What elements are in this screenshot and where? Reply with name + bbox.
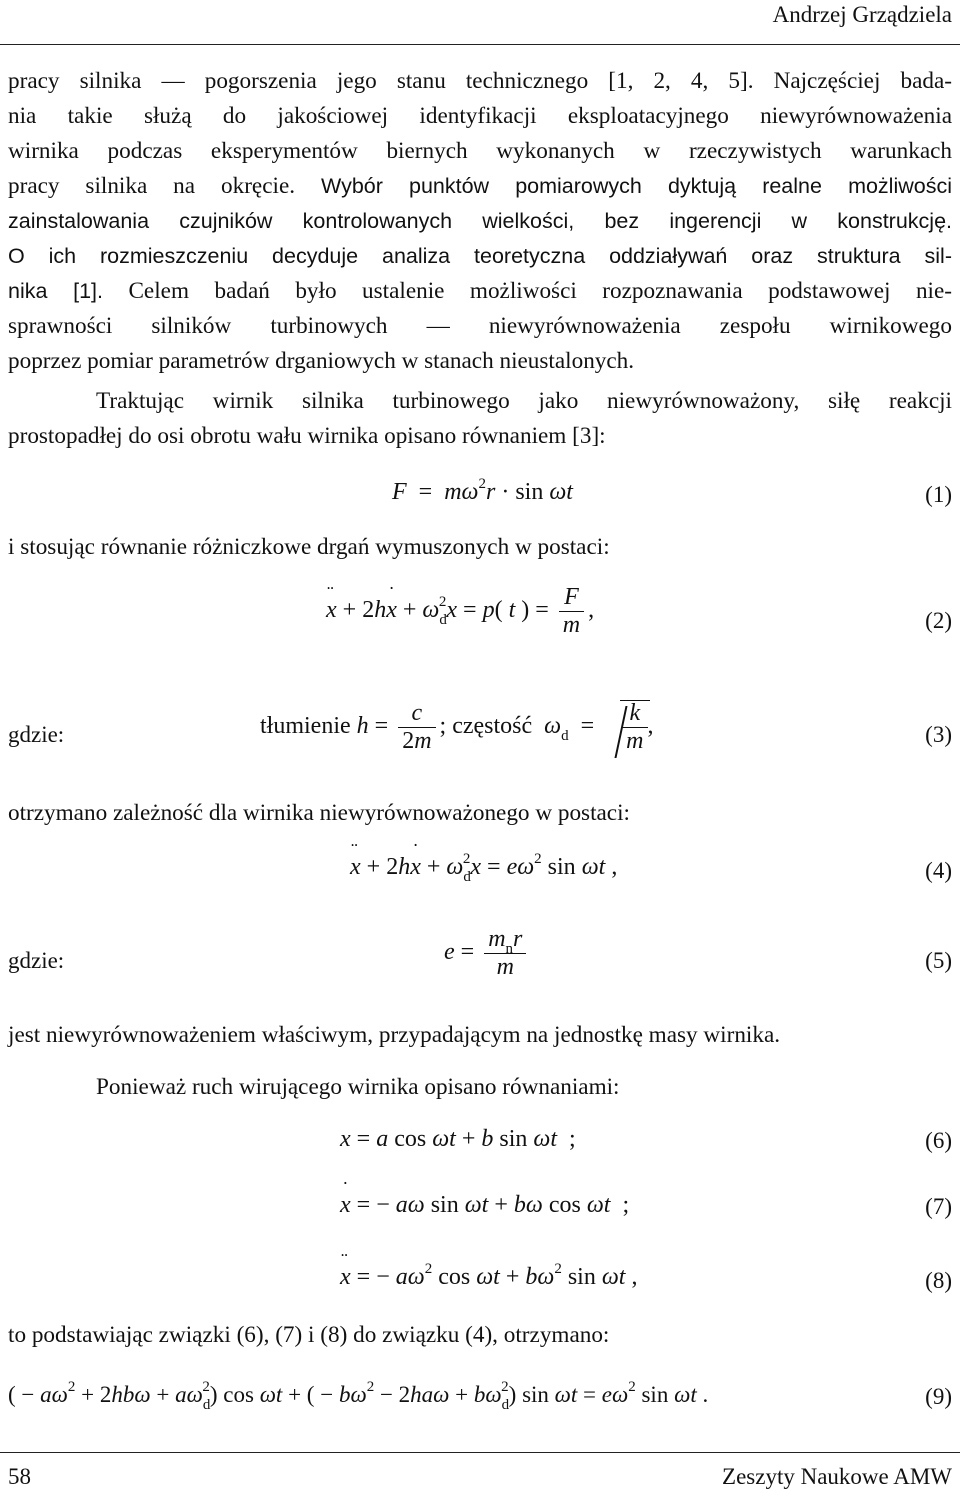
equation-number: (4) <box>925 858 952 883</box>
fraction: $\frac{m_nr}{m}$ <box>484 926 526 981</box>
header-rule <box>0 44 960 45</box>
paragraph-rotor-motion <box>8 1070 952 1105</box>
text-line <box>8 169 952 204</box>
text-line: pracy silnika — pogorszenia jego stanu technicznego [1, 2, 4, 5]. Najczęściej bada- <box>8 68 952 94</box>
text-line: Ponieważ ruch wirującego wirnika opisano równaniami: <box>96 1074 620 1100</box>
text-fragment-sans: Wybór punktów pomiarowych dyktują realne możliwości <box>320 174 952 198</box>
square-root: $\frac{k}{m}$ <box>600 700 647 755</box>
journal-name: Zeszyty Naukowe AMW <box>722 1464 952 1489</box>
page-number: 58 <box>8 1464 31 1489</box>
equation-1: $F = m\omega^2r \cdot \sin \omega t$ <box>392 476 573 505</box>
equation-row-7 <box>8 1190 952 1250</box>
where-label: gdzie: <box>8 722 65 747</box>
frequency-label: ; częstość <box>439 713 533 740</box>
equation-row-8 <box>8 1262 952 1322</box>
equation-9: ( − $a\omega^2 + 2hb\omega + a\omega_d^2$) cos ωt + ( − $b\omega^2 - 2ha\omega + b\omega_d^2$) $\sin \omega t = e\omega^2$ sin ωt . <box>8 1379 709 1413</box>
text-line <box>8 274 952 309</box>
fraction: $\frac{F}{m}$ <box>559 584 584 639</box>
text-line: jest niewyrównoważeniem właściwym, przypadającym na jednostkę masy wirnika. <box>8 1022 781 1048</box>
equation-row-4 <box>8 852 952 912</box>
equation-number: (2) <box>925 608 952 633</box>
text-line: otrzymano zależność dla wirnika niewyrównoważonego w postaci: <box>8 800 630 826</box>
text-fragment: pracy silnika na okręcie. <box>8 173 296 199</box>
text-fragment: Celem badań było ustalenie możliwości rozpoznawania podstawowej nie- <box>128 278 952 304</box>
equation-number: (3) <box>925 722 952 747</box>
equation-row-9 <box>8 1380 952 1440</box>
paragraph-specific-unbalance <box>8 1018 952 1053</box>
fraction: $\frac{c}{2m}$ <box>398 700 435 755</box>
equation-6: x = a cos ωt + b sin ωt ; <box>340 1126 576 1152</box>
paragraph-reaction-force <box>8 384 952 454</box>
text-line: Traktując wirnik silnika turbinowego jako niewyrównoważony, siłę reakcji <box>96 388 952 414</box>
equation-number: (7) <box>925 1194 952 1219</box>
equation-row-3 <box>8 700 952 776</box>
equation-8: ¨ x = − $a\omega^2$ $\cos \omega t + b\omega^2$ sin ωt , <box>340 1264 637 1291</box>
equation-3: tłumienie h = $\frac{c}{2m}$ ; częstość $\omega_d$ = $\frac{k}{m}$ , <box>260 700 654 754</box>
equation-number: (9) <box>925 1384 952 1409</box>
equation-number: (8) <box>925 1268 952 1293</box>
text-line: poprzez pomiar parametrów drganiowych w stanach nieustalonych. <box>8 348 635 374</box>
damping-label: tłumienie <box>260 713 351 740</box>
text-line: nia takie służą do jakościowej identyfikacji eksploatacyjnego niewyrównoważenia <box>8 103 952 129</box>
where-label: gdzie: <box>8 948 65 973</box>
equation-number: (1) <box>925 482 952 507</box>
running-header-author: Andrzej Grządziela <box>772 2 952 27</box>
paragraph-intro <box>8 64 952 379</box>
equation-row-5 <box>8 926 952 1006</box>
equation-row-1 <box>8 476 952 536</box>
equation-7: ˙ x = − aω sin ωt + bω cos ωt ; <box>340 1192 629 1219</box>
equation-2: ¨ x + 2h˙ $x + \omega_d^2x = p$( t ) = $\frac{F}{m}$ , <box>326 584 594 639</box>
equation-row-2 <box>8 584 952 664</box>
text-line-sans: zainstalowania czujników kontrolowanych wielkości, bez ingerencji w konstrukcję. <box>8 209 952 233</box>
text-line-sans: O ich rozmieszczeniu decyduje analiza teoretyczna oddziaływań oraz struktura sil- <box>8 244 952 268</box>
text-line: to podstawiając związki (6), (7) i (8) do związku (4), otrzymano: <box>8 1322 610 1348</box>
text-line: sprawności silników turbinowych — niewyrównoważenia zespołu wirnikowego <box>8 313 952 339</box>
text-fragment-sans: nika [1]. <box>8 279 103 303</box>
paragraph-differential <box>8 530 952 565</box>
text-line: prostopadłej do osi obrotu wału wirnika opisano równaniem [3]: <box>8 423 606 449</box>
paragraph-substitution <box>8 1318 952 1353</box>
equation-number: (6) <box>925 1128 952 1153</box>
equation-number: (5) <box>925 948 952 973</box>
equation-4: ¨ x + 2h˙ $x + \omega_d^2x = e\omega^2$ sin ωt , <box>350 854 617 881</box>
text-line: wirnika podczas eksperymentów biernych wykonanych w rzeczywistych warunkach <box>8 138 952 164</box>
footer-rule <box>0 1452 960 1453</box>
equation-5: e = $\frac{m_nr}{m}$ <box>444 926 530 981</box>
paragraph-unbalanced <box>8 796 952 831</box>
text-line: i stosując równanie różniczkowe drgań wymuszonych w postaci: <box>8 534 610 560</box>
equation-row-6 <box>8 1124 952 1184</box>
